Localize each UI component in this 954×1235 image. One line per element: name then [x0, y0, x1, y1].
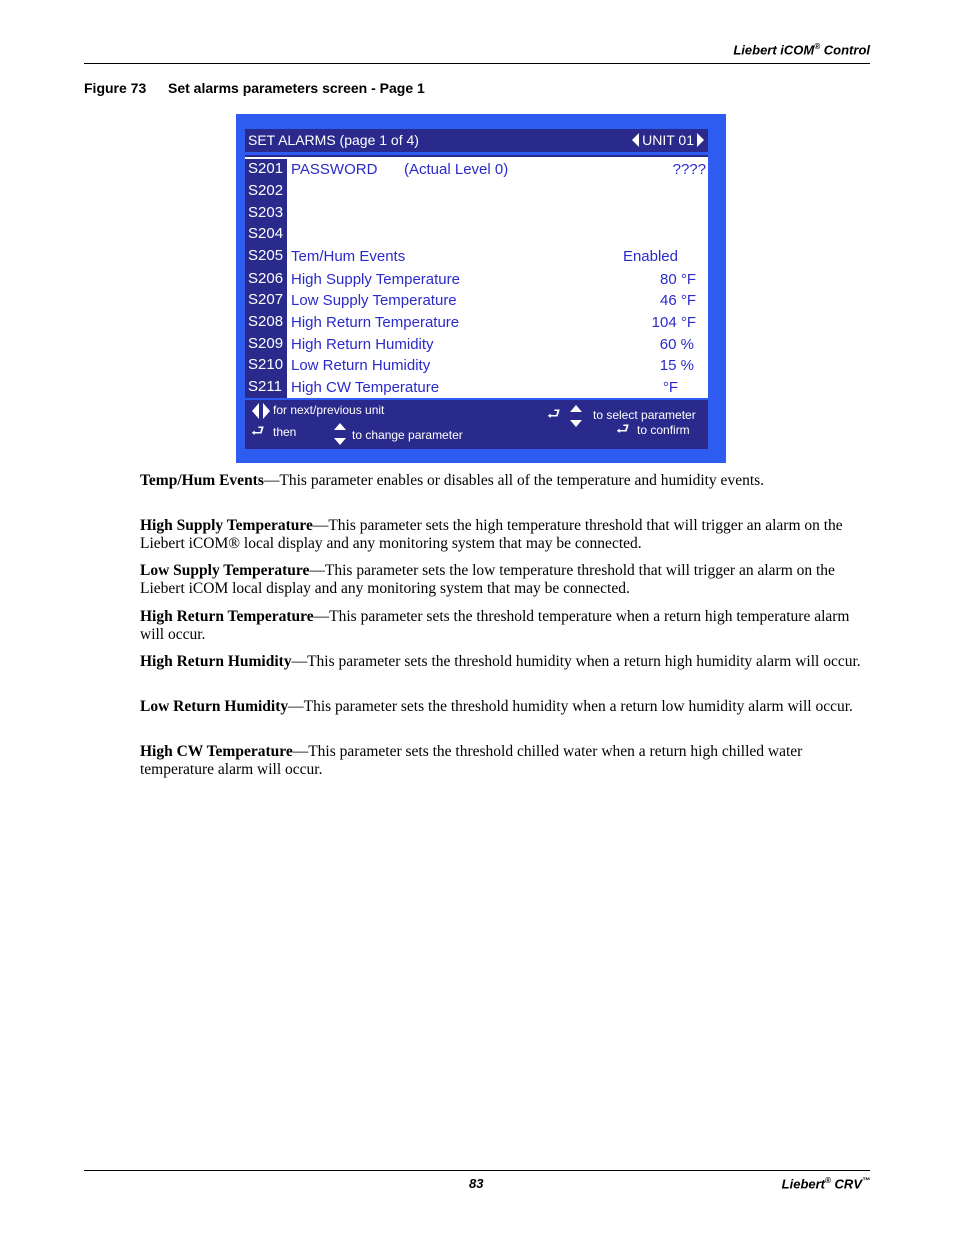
running-header [733, 42, 870, 57]
parameter-description [140, 517, 870, 553]
description-text: —This parameter sets the threshold humidity when a return low humidity alarm will occur. [288, 698, 853, 715]
parameter-id: S211 [248, 378, 282, 395]
enter-icon: ⮐ [547, 406, 561, 423]
parameter-value: 60 % [659, 336, 694, 353]
parameter-value: 80 °F [659, 271, 696, 288]
parameter-row[interactable] [245, 355, 708, 377]
parameter-label: High Return Temperature [291, 314, 460, 331]
parameter-row[interactable] [245, 269, 708, 291]
parameter-id: S207 [248, 291, 284, 308]
parameter-label: High Return Humidity [291, 336, 434, 353]
parameter-value: Enabled [622, 248, 678, 265]
footer-tm-mark: ™ [862, 1176, 870, 1185]
parameter-value: 46 °F [659, 292, 696, 309]
parameter-row[interactable] [245, 181, 708, 203]
parameter-label: High Supply Temperature [291, 271, 460, 288]
parameter-label: Low Return Humidity [291, 357, 431, 374]
header-title: Liebert iCOM [733, 42, 815, 58]
icom-screen [236, 114, 726, 463]
parameter-id: S206 [248, 270, 284, 287]
unit-label: UNIT 01 [642, 132, 694, 148]
parameter-id: S201 [248, 160, 284, 177]
parameter-label: Low Supply Temperature [291, 292, 457, 309]
parameter-description [140, 472, 870, 490]
parameter-label: PASSWORD [291, 161, 378, 178]
header-title-suffix: Control [823, 42, 870, 58]
figure-caption [84, 80, 425, 96]
description-term: Low Return Humidity [140, 698, 289, 715]
help-then: then [273, 425, 297, 439]
description-text: —This parameter sets the threshold chilled water when a return high chilled water temperature alarm will occur. [140, 743, 803, 778]
description-term: High CW Temperature [140, 743, 293, 760]
parameter-value: °F [662, 379, 678, 396]
parameter-id: S208 [248, 313, 284, 330]
parameter-row[interactable] [245, 203, 708, 225]
description-term: High Return Humidity [140, 653, 292, 670]
parameter-row[interactable] [245, 290, 708, 312]
parameter-id: S204 [248, 225, 284, 242]
parameter-description [140, 743, 870, 779]
description-text: —This parameter enables or disables all of the temperature and humidity events. [263, 472, 765, 489]
figure-number: Figure 73 [84, 80, 147, 96]
parameter-id: S202 [248, 182, 284, 199]
arrow-left-icon [632, 133, 639, 147]
header-rule [84, 63, 870, 64]
description-text: —This parameter sets the low temperature threshold that will trigger an alarm on the Liebert iCOM local display and any monitoring system that may be connected. [140, 562, 835, 597]
enter-icon: ⮐ [251, 423, 265, 440]
parameter-list [245, 155, 708, 398]
parameter-label: Tem/Hum Events [291, 248, 406, 265]
left-right-arrows-icon [252, 403, 270, 419]
page-number: 83 [469, 1176, 484, 1191]
parameter-row[interactable] [245, 334, 708, 356]
footer-product [782, 1176, 870, 1191]
figure-caption-text: Set alarms parameters screen - Page 1 [168, 80, 425, 96]
parameter-description [140, 562, 870, 598]
unit-selector[interactable] [632, 132, 704, 148]
parameter-description [140, 653, 870, 671]
parameter-id: S209 [248, 335, 284, 352]
parameter-label: High CW Temperature [291, 379, 440, 396]
parameter-value: 104 °F [651, 314, 696, 331]
parameter-row[interactable] [245, 159, 708, 181]
help-select-parameter: to select parameter [593, 408, 696, 422]
parameter-id: S205 [248, 247, 284, 264]
parameter-description [140, 608, 870, 644]
help-change-parameter: to change parameter [352, 428, 463, 442]
footer-rule [84, 1170, 870, 1171]
parameter-value: 15 % [659, 357, 694, 374]
description-text: —This parameter sets the threshold humidity when a return high humidity alarm will occur. [291, 653, 861, 670]
description-term: Temp/Hum Events [140, 472, 264, 489]
parameter-extra: (Actual Level 0) [404, 161, 509, 178]
description-term: High Return Temperature [140, 608, 314, 625]
footer-reg-mark: ® [825, 1176, 831, 1185]
parameter-row[interactable] [245, 224, 708, 246]
parameter-row[interactable] [245, 246, 708, 268]
screen-title: SET ALARMS (page 1 of 4) [248, 132, 419, 148]
description-text: —This parameter sets the threshold temperature when a return high temperature alarm will occur. [140, 608, 850, 643]
enter-icon: ⮐ [616, 421, 630, 438]
help-confirm: to confirm [637, 423, 690, 437]
footer-product-suffix: CRV [834, 1176, 862, 1192]
header-reg-mark: ® [814, 42, 821, 51]
parameter-id: S210 [248, 356, 284, 373]
parameter-row[interactable] [245, 377, 708, 399]
parameter-value: ???? [672, 161, 706, 178]
up-down-arrows-icon [334, 423, 346, 445]
arrow-right-icon [697, 133, 704, 147]
footer-product-name: Liebert [781, 1176, 826, 1192]
parameter-row[interactable] [245, 312, 708, 334]
parameter-description [140, 698, 870, 716]
parameter-id: S203 [248, 204, 284, 221]
description-term: Low Supply Temperature [140, 562, 310, 579]
up-down-arrows-icon [570, 405, 582, 427]
description-term: High Supply Temperature [140, 517, 313, 534]
screen-title-bar [245, 129, 708, 152]
screen-help-bar [245, 400, 708, 449]
description-text: —This parameter sets the high temperature threshold that will trigger an alarm on the Liebert iCOM® local display and any monitoring system that may be connected. [140, 517, 843, 552]
help-next-prev: for next/previous unit [273, 403, 385, 417]
